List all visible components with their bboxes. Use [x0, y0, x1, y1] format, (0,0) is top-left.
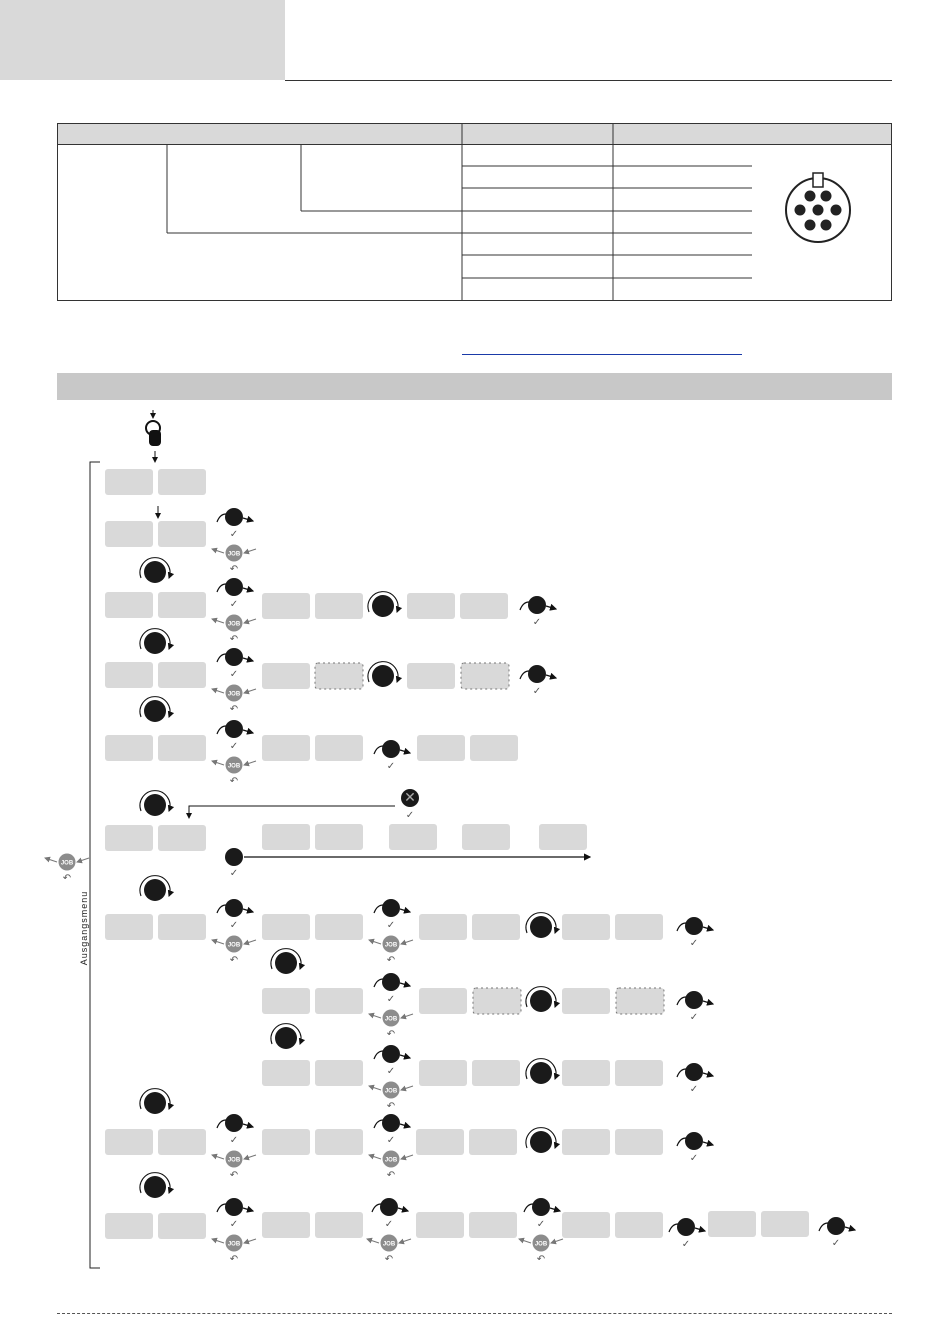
job-label: JOB	[227, 763, 241, 770]
display-field	[419, 914, 467, 940]
arrow-out	[369, 1014, 381, 1018]
arrow-out	[703, 927, 713, 930]
check-icon: ✓	[689, 1012, 699, 1023]
arrow-in	[244, 1155, 256, 1159]
arrow-out	[243, 730, 253, 733]
arrow-out	[400, 1124, 410, 1127]
push-knob-icon[interactable]	[685, 1063, 703, 1081]
back-icon: ↶	[229, 704, 239, 715]
display-field	[262, 593, 310, 619]
arrow-in	[677, 1138, 686, 1146]
display-field	[562, 988, 610, 1014]
display-field	[562, 1060, 610, 1086]
display-field	[158, 662, 206, 688]
arrow-out	[243, 1124, 253, 1127]
back-icon: ↶	[229, 776, 239, 787]
job-label: JOB	[227, 691, 241, 698]
display-field	[158, 735, 206, 761]
skip-arrow	[189, 806, 395, 818]
menu-bracket	[90, 462, 100, 1268]
display-field	[262, 663, 310, 689]
arrow-out	[243, 658, 253, 661]
arrow-out	[703, 1073, 713, 1076]
arrow-in	[374, 1120, 383, 1128]
push-knob-icon[interactable]	[225, 1198, 243, 1216]
arrow-out	[519, 1239, 531, 1243]
display-field	[470, 735, 518, 761]
display-field	[761, 1211, 809, 1237]
check-icon: ✓	[689, 938, 699, 949]
display-field	[417, 735, 465, 761]
display-field	[461, 663, 509, 689]
rotary-knob-icon[interactable]	[144, 1092, 166, 1114]
arrow-in	[217, 1120, 226, 1128]
arrow-out	[400, 750, 410, 753]
back-icon: ↶	[536, 1254, 546, 1265]
job-label: JOB	[384, 1157, 398, 1164]
check-icon: ✓	[229, 868, 239, 879]
arrow-in	[244, 689, 256, 693]
job-label: JOB	[534, 1241, 548, 1248]
display-field	[262, 1212, 310, 1238]
push-knob-icon[interactable]	[677, 1218, 695, 1236]
arrow-in	[677, 1069, 686, 1077]
display-field	[105, 469, 153, 495]
display-field	[416, 1129, 464, 1155]
push-knob-icon[interactable]	[380, 1198, 398, 1216]
rotary-knob-icon[interactable]	[144, 632, 166, 654]
job-label: JOB	[227, 1157, 241, 1164]
back-icon: ↶	[384, 1254, 394, 1265]
arrow-out	[367, 1239, 379, 1243]
display-field	[315, 663, 363, 689]
arrow-in	[520, 671, 529, 679]
rotary-knob-icon[interactable]	[372, 665, 394, 687]
rotary-knob-icon[interactable]	[530, 1131, 552, 1153]
display-field	[105, 735, 153, 761]
rotary-knob-icon[interactable]	[275, 952, 297, 974]
display-field	[469, 1212, 517, 1238]
rotary-knob-icon[interactable]	[530, 1062, 552, 1084]
push-knob-icon[interactable]	[382, 1045, 400, 1063]
arrow-in	[677, 923, 686, 931]
cancel-icon: ✕	[404, 789, 416, 805]
push-knob-icon[interactable]	[382, 973, 400, 991]
check-icon: ✓	[386, 1135, 396, 1146]
display-field	[315, 1212, 363, 1238]
rotary-knob-icon[interactable]	[275, 1027, 297, 1049]
arrow-in	[401, 1086, 413, 1090]
back-icon: ↶	[229, 955, 239, 966]
arrow-in	[374, 905, 383, 913]
display-field	[105, 914, 153, 940]
back-icon: ↶	[386, 1029, 396, 1040]
display-field	[158, 1213, 206, 1239]
arrow-out	[703, 1142, 713, 1145]
arrow-in	[244, 549, 256, 553]
check-icon: ✓	[689, 1153, 699, 1164]
check-icon: ✓	[405, 810, 415, 821]
arrow-out	[212, 1239, 224, 1243]
arrow-in	[401, 940, 413, 944]
display-field	[615, 1212, 663, 1238]
display-field	[460, 593, 508, 619]
display-field	[616, 988, 664, 1014]
arrow-out	[400, 909, 410, 912]
check-icon: ✓	[386, 761, 396, 772]
display-field	[262, 988, 310, 1014]
arrow-in	[551, 1239, 563, 1243]
back-icon: ↶	[229, 564, 239, 575]
arrow-out	[212, 619, 224, 623]
check-icon: ✓	[689, 1084, 699, 1095]
back-icon: ↶	[229, 1170, 239, 1181]
arrow-in	[401, 1155, 413, 1159]
display-field	[105, 1129, 153, 1155]
rotary-knob-icon[interactable]	[144, 700, 166, 722]
display-field	[473, 988, 521, 1014]
display-field	[262, 914, 310, 940]
check-icon: ✓	[831, 1238, 841, 1249]
arrow-out	[369, 1086, 381, 1090]
arrow-in	[244, 761, 256, 765]
arrow-in	[217, 1204, 226, 1212]
display-field	[416, 1212, 464, 1238]
display-field	[105, 1213, 153, 1239]
push-knob-icon[interactable]	[382, 740, 400, 758]
arrow-in	[374, 1051, 383, 1059]
display-field	[315, 988, 363, 1014]
display-field	[105, 521, 153, 547]
arrow-in	[244, 940, 256, 944]
display-field	[472, 1060, 520, 1086]
display-field	[562, 914, 610, 940]
push-knob-icon[interactable]	[225, 578, 243, 596]
job-label: JOB	[227, 942, 241, 949]
rotary-knob-icon[interactable]	[372, 595, 394, 617]
check-icon: ✓	[532, 686, 542, 697]
check-icon: ✓	[229, 741, 239, 752]
display-field	[315, 735, 363, 761]
push-knob-icon[interactable]	[532, 1198, 550, 1216]
rotary-knob-icon[interactable]	[144, 879, 166, 901]
display-field	[615, 914, 663, 940]
display-field	[615, 1060, 663, 1086]
display-field	[472, 914, 520, 940]
display-field	[539, 824, 587, 850]
check-icon: ✓	[386, 994, 396, 1005]
back-icon: ↶	[386, 1101, 396, 1112]
display-field	[158, 592, 206, 618]
display-field	[315, 914, 363, 940]
arrow-in	[374, 746, 383, 754]
check-icon: ✓	[384, 1219, 394, 1230]
push-knob-icon[interactable]	[382, 1114, 400, 1132]
arrow-in	[819, 1223, 828, 1231]
arrow-out	[369, 940, 381, 944]
push-knob-icon[interactable]	[225, 1114, 243, 1132]
rotary-knob-icon[interactable]	[530, 990, 552, 1012]
job-label: JOB	[384, 1088, 398, 1095]
check-icon: ✓	[229, 599, 239, 610]
display-field	[105, 592, 153, 618]
display-field	[462, 824, 510, 850]
push-knob-icon[interactable]	[685, 1132, 703, 1150]
display-field	[708, 1211, 756, 1237]
arrow-in	[217, 584, 226, 592]
push-knob-icon[interactable]	[685, 917, 703, 935]
job-label: JOB	[384, 942, 398, 949]
display-field	[562, 1129, 610, 1155]
arrow-in	[77, 858, 89, 862]
display-field	[158, 521, 206, 547]
arrow-out	[243, 1208, 253, 1211]
arrow-in	[520, 602, 529, 610]
arrow-out	[703, 1001, 713, 1004]
back-icon: ↶	[229, 634, 239, 645]
job-label: JOB	[384, 1016, 398, 1023]
footer-dashed-rule	[57, 1313, 892, 1314]
display-field	[407, 663, 455, 689]
arrow-out	[369, 1155, 381, 1159]
display-field	[262, 824, 310, 850]
job-label: JOB	[227, 1241, 241, 1248]
push-knob-icon[interactable]	[528, 596, 546, 614]
arrow-in	[217, 905, 226, 913]
display-field	[315, 824, 363, 850]
display-field	[315, 1060, 363, 1086]
arrow-in	[677, 997, 686, 1005]
push-knob-icon[interactable]	[225, 720, 243, 738]
display-field	[158, 1129, 206, 1155]
back-icon: ↶	[229, 1254, 239, 1265]
display-field	[407, 593, 455, 619]
check-icon: ✓	[386, 1066, 396, 1077]
job-label: JOB	[227, 621, 241, 628]
arrow-in	[374, 979, 383, 987]
back-icon: ↶	[386, 1170, 396, 1181]
check-icon: ✓	[229, 669, 239, 680]
check-icon: ✓	[386, 920, 396, 931]
display-field	[158, 825, 206, 851]
display-field	[389, 824, 437, 850]
display-field	[105, 825, 153, 851]
job-label: JOB	[60, 860, 74, 867]
back-icon: ↶	[386, 955, 396, 966]
arrow-in	[244, 619, 256, 623]
arrow-out	[243, 588, 253, 591]
arrow-out	[212, 689, 224, 693]
push-knob-icon[interactable]	[225, 508, 243, 526]
arrow-out	[45, 858, 57, 862]
touch-finger	[149, 430, 161, 446]
arrow-out	[212, 761, 224, 765]
display-field	[469, 1129, 517, 1155]
arrow-in	[244, 1239, 256, 1243]
rotary-knob-icon[interactable]	[530, 916, 552, 938]
job-label: JOB	[382, 1241, 396, 1248]
check-icon: ✓	[681, 1239, 691, 1250]
arrow-in	[399, 1239, 411, 1243]
display-field	[262, 735, 310, 761]
back-icon: ↶	[62, 873, 72, 884]
push-knob-icon[interactable]	[685, 991, 703, 1009]
check-icon: ✓	[229, 1135, 239, 1146]
arrow-in	[669, 1224, 678, 1232]
arrow-in	[217, 514, 226, 522]
check-icon: ✓	[229, 1219, 239, 1230]
arrow-in	[372, 1204, 381, 1212]
display-field	[419, 1060, 467, 1086]
rotary-knob-icon[interactable]	[144, 1176, 166, 1198]
rotary-knob-icon[interactable]	[144, 561, 166, 583]
rotary-knob-icon[interactable]	[144, 794, 166, 816]
push-knob-icon[interactable]	[225, 848, 243, 866]
check-icon: ✓	[229, 529, 239, 540]
check-icon: ✓	[229, 920, 239, 931]
display-field	[615, 1129, 663, 1155]
check-icon: ✓	[536, 1219, 546, 1230]
display-field	[262, 1129, 310, 1155]
arrow-in	[524, 1204, 533, 1212]
arrow-out	[550, 1208, 560, 1211]
arrow-out	[243, 909, 253, 912]
display-field	[262, 1060, 310, 1086]
arrow-out	[546, 675, 556, 678]
arrow-out	[400, 1055, 410, 1058]
display-field	[419, 988, 467, 1014]
arrow-out	[546, 606, 556, 609]
push-knob-icon[interactable]	[225, 899, 243, 917]
push-knob-icon[interactable]	[528, 665, 546, 683]
arrow-out	[400, 983, 410, 986]
display-field	[315, 1129, 363, 1155]
push-knob-icon[interactable]	[827, 1217, 845, 1235]
output-menu-label: Ausgangsmenu	[79, 890, 89, 966]
display-field	[158, 914, 206, 940]
arrow-in	[401, 1014, 413, 1018]
arrow-in	[217, 726, 226, 734]
push-knob-icon[interactable]	[225, 648, 243, 666]
check-icon: ✓	[532, 617, 542, 628]
display-field	[158, 469, 206, 495]
arrow-out	[845, 1227, 855, 1230]
arrow-out	[243, 518, 253, 521]
display-field	[105, 662, 153, 688]
job-label: JOB	[227, 551, 241, 558]
arrow-in	[217, 654, 226, 662]
display-field	[562, 1212, 610, 1238]
arrow-out	[212, 940, 224, 944]
push-knob-icon[interactable]	[382, 899, 400, 917]
arrow-out	[695, 1228, 705, 1231]
display-field	[315, 593, 363, 619]
arrow-out	[212, 1155, 224, 1159]
arrow-out	[212, 549, 224, 553]
arrow-out	[398, 1208, 408, 1211]
